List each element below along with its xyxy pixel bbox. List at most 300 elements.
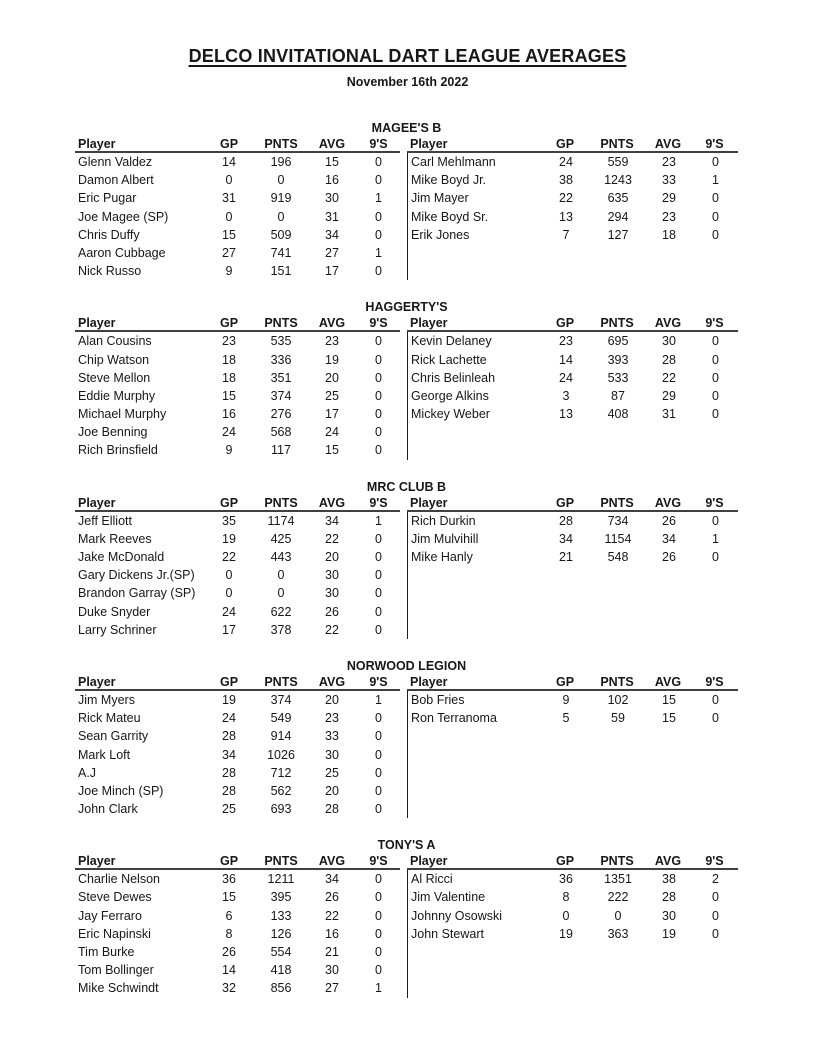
right-table-body	[407, 870, 738, 997]
nines-cell: 0	[375, 765, 382, 780]
gp-cell: 14	[559, 352, 573, 367]
column-header-avg: AVG	[318, 854, 346, 869]
gp-cell: 25	[222, 802, 236, 817]
roster-table-right	[407, 137, 738, 280]
table-row	[408, 208, 738, 226]
gp-cell: 0	[225, 209, 233, 224]
pnts-cell: 535	[270, 334, 292, 349]
avg-cell: 15	[662, 711, 676, 726]
pnts-cell: 509	[270, 227, 292, 242]
gp-cell: 18	[222, 352, 236, 367]
section-tables	[75, 854, 738, 997]
avg-cell: 16	[325, 173, 339, 188]
avg-cell: 29	[662, 388, 676, 403]
avg-cell: 22	[325, 531, 339, 546]
gp-cell: 24	[559, 155, 573, 169]
player-cell: Mark Loft	[78, 747, 131, 762]
player-cell: Tom Bollinger	[78, 963, 154, 978]
table-header-row	[75, 675, 400, 691]
pnts-cell: 559	[607, 155, 629, 169]
section-title: MRC CLUB B	[366, 479, 447, 494]
gp-cell: 26	[222, 945, 236, 959]
gp-cell: 0	[562, 908, 570, 923]
table-row	[75, 691, 400, 709]
column-header-gp: GP	[219, 854, 239, 869]
gp-cell: 38	[559, 173, 573, 188]
player-cell: Mickey Weber	[411, 407, 490, 422]
player-cell: Ron Terranoma	[411, 711, 497, 726]
nines-cell: 0	[712, 513, 719, 528]
avg-cell: 23	[325, 711, 339, 726]
pnts-cell: 695	[607, 334, 629, 349]
avg-cell: 34	[325, 872, 339, 887]
right-table-body	[407, 512, 738, 639]
player-cell: Charlie Nelson	[78, 872, 160, 887]
table-row	[408, 512, 738, 530]
nines-cell: 0	[375, 783, 382, 798]
pnts-cell: 712	[270, 765, 292, 780]
nines-cell: 0	[375, 586, 382, 601]
player-cell: Chris Belinleah	[411, 370, 496, 385]
column-header-avg: AVG	[318, 137, 346, 151]
column-header-gp: GP	[555, 495, 575, 510]
nines-cell: 0	[375, 747, 382, 762]
section-title: MAGEE'S B	[371, 121, 442, 135]
column-header-nines: 9'S	[369, 854, 388, 869]
pnts-cell: 374	[270, 692, 292, 707]
table-row	[408, 171, 738, 189]
player-cell: Jim Mayer	[411, 191, 469, 206]
player-cell: A.J	[78, 765, 97, 780]
gp-cell: 7	[562, 227, 570, 242]
gp-cell: 34	[222, 747, 236, 762]
column-header-avg: AVG	[654, 316, 682, 331]
pnts-cell: 395	[270, 890, 292, 905]
column-header-nines: 9'S	[369, 137, 388, 151]
column-header-nines: 9'S	[369, 674, 388, 689]
player-cell: Damon Albert	[78, 173, 154, 188]
gp-cell: 8	[225, 926, 233, 941]
column-header-player: Player	[78, 316, 116, 331]
table-row	[75, 566, 400, 584]
column-header-nines: 9'S	[705, 316, 724, 331]
nines-cell: 0	[375, 209, 382, 224]
gp-cell: 23	[222, 334, 236, 349]
table-row	[75, 332, 400, 350]
section-title: NORWOOD LEGION	[346, 658, 467, 673]
pnts-cell: 914	[270, 729, 292, 744]
player-cell: Larry Schriner	[78, 622, 157, 637]
table-row	[75, 405, 400, 423]
table-row	[75, 369, 400, 387]
avg-cell: 17	[325, 407, 339, 422]
column-header-gp: GP	[555, 854, 575, 869]
nines-cell: 0	[375, 550, 382, 564]
gp-cell: 5	[562, 711, 570, 726]
player-cell: John Stewart	[411, 926, 484, 941]
pnts-cell: 126	[270, 926, 292, 941]
player-cell: Joe Minch (SP)	[78, 783, 164, 798]
table-row	[75, 800, 400, 818]
player-cell: Mike Schwindt	[78, 981, 159, 996]
left-table-body	[75, 512, 400, 639]
table-row	[75, 423, 400, 441]
table-header-row	[75, 137, 400, 153]
column-header-player: Player	[410, 674, 448, 689]
table-row	[408, 189, 738, 207]
table-row	[75, 171, 400, 189]
left-table-body	[75, 691, 400, 818]
roster-table-left	[75, 854, 400, 997]
column-header-pnts: PNTS	[600, 674, 634, 689]
table-header-row	[407, 675, 738, 691]
player-cell: Eric Pugar	[78, 191, 137, 206]
table-row	[75, 512, 400, 530]
avg-cell: 23	[662, 155, 676, 169]
avg-cell: 30	[325, 568, 339, 583]
player-cell: Erik Jones	[411, 227, 470, 242]
nines-cell: 0	[375, 926, 382, 941]
player-cell: Al Ricci	[411, 872, 453, 887]
avg-cell: 34	[325, 513, 339, 528]
table-header-row	[75, 316, 400, 332]
nines-cell: 0	[375, 711, 382, 726]
pnts-cell: 363	[607, 926, 629, 941]
nines-cell: 0	[375, 425, 382, 440]
avg-cell: 17	[325, 264, 339, 279]
table-row	[75, 153, 400, 171]
gp-cell: 31	[222, 191, 236, 206]
nines-cell: 0	[375, 908, 382, 923]
pnts-cell: 102	[607, 692, 629, 707]
table-row	[75, 870, 400, 888]
pnts-cell: 856	[270, 981, 292, 996]
avg-cell: 31	[325, 209, 339, 224]
player-cell: George Alkins	[411, 388, 489, 403]
avg-cell: 20	[325, 370, 339, 385]
column-header-player: Player	[78, 674, 116, 689]
column-header-player: Player	[410, 854, 448, 869]
avg-cell: 16	[325, 926, 339, 941]
column-header-player: Player	[78, 495, 116, 510]
pnts-cell: 0	[277, 568, 285, 583]
table-header-row	[407, 496, 738, 512]
gp-cell: 9	[225, 264, 233, 279]
avg-cell: 29	[662, 191, 676, 206]
table-row	[408, 888, 738, 906]
table-row	[408, 369, 738, 387]
player-cell: Michael Murphy	[78, 407, 167, 422]
nines-cell: 0	[375, 945, 382, 959]
nines-cell: 0	[375, 890, 382, 905]
nines-cell: 0	[375, 370, 382, 385]
player-cell: Jim Mulvihill	[411, 531, 479, 546]
player-cell: Jake McDonald	[78, 550, 165, 564]
section-magee-s-b	[75, 119, 738, 280]
nines-cell: 0	[712, 908, 719, 923]
pnts-cell: 533	[607, 370, 629, 385]
pnts-cell: 734	[607, 513, 629, 528]
table-row	[75, 208, 400, 226]
table-row	[408, 387, 738, 405]
roster-table-left	[75, 496, 400, 639]
table-row	[75, 387, 400, 405]
gp-cell: 17	[222, 622, 236, 637]
avg-cell: 22	[662, 370, 676, 385]
column-header-pnts: PNTS	[264, 674, 298, 689]
column-header-pnts: PNTS	[264, 316, 298, 331]
player-cell: Rich Brinsfield	[78, 443, 158, 458]
avg-cell: 27	[325, 245, 339, 260]
gp-cell: 14	[222, 963, 236, 978]
gp-cell: 0	[225, 586, 233, 601]
avg-cell: 18	[662, 227, 676, 242]
nines-cell: 0	[712, 711, 719, 726]
table-row	[408, 709, 738, 727]
column-header-nines: 9'S	[369, 316, 388, 331]
column-header-gp: GP	[219, 316, 239, 331]
pnts-cell: 336	[270, 352, 292, 367]
player-cell: Rick Lachette	[411, 352, 487, 367]
nines-cell: 1	[375, 692, 382, 707]
avg-cell: 30	[662, 334, 676, 349]
left-table-body	[75, 332, 400, 459]
table-header-row	[75, 496, 400, 512]
left-table-body	[75, 153, 400, 280]
pnts-cell: 425	[270, 531, 292, 546]
gp-cell: 28	[222, 729, 236, 744]
gp-cell: 35	[222, 513, 236, 528]
nines-cell: 0	[712, 407, 719, 422]
pnts-cell: 374	[270, 388, 292, 403]
gp-cell: 22	[222, 550, 236, 564]
avg-cell: 28	[325, 802, 339, 817]
gp-cell: 36	[559, 872, 573, 887]
avg-cell: 30	[662, 908, 676, 923]
avg-cell: 38	[662, 872, 676, 887]
gp-cell: 28	[222, 765, 236, 780]
avg-cell: 28	[662, 890, 676, 905]
nines-cell: 1	[375, 191, 382, 206]
pnts-cell: 418	[270, 963, 292, 978]
roster-table-left	[75, 675, 400, 818]
gp-cell: 0	[225, 568, 233, 583]
table-row	[75, 262, 400, 280]
table-row	[75, 925, 400, 943]
avg-cell: 15	[325, 443, 339, 458]
gp-cell: 34	[559, 531, 573, 546]
pnts-cell: 549	[270, 711, 292, 726]
player-cell: Steve Dewes	[78, 890, 152, 905]
nines-cell: 0	[375, 872, 382, 887]
pnts-cell: 919	[270, 191, 292, 206]
pnts-cell: 351	[270, 370, 292, 385]
gp-cell: 13	[559, 209, 573, 224]
table-row	[408, 530, 738, 548]
page-title: DELCO INVITATIONAL DART LEAGUE AVERAGES	[188, 46, 627, 66]
avg-cell: 26	[662, 513, 676, 528]
player-cell: Eddie Murphy	[78, 388, 156, 403]
player-cell: Jim Valentine	[411, 890, 486, 905]
pnts-cell: 548	[607, 550, 629, 564]
table-row	[75, 441, 400, 459]
nines-cell: 0	[375, 227, 382, 242]
pnts-cell: 276	[270, 407, 292, 422]
table-row	[408, 351, 738, 369]
player-cell: Brandon Garray (SP)	[78, 586, 196, 601]
table-row	[75, 584, 400, 602]
nines-cell: 2	[712, 872, 719, 887]
nines-cell: 0	[712, 155, 719, 169]
pnts-cell: 741	[270, 245, 292, 260]
left-table-body	[75, 870, 400, 997]
pnts-cell: 393	[607, 352, 629, 367]
nines-cell: 0	[712, 890, 719, 905]
column-header-nines: 9'S	[705, 137, 724, 151]
pnts-cell: 378	[270, 622, 292, 637]
column-header-avg: AVG	[654, 674, 682, 689]
player-cell: Johnny Osowski	[411, 908, 503, 923]
player-cell: Rick Mateu	[78, 711, 141, 726]
player-cell: Bob Fries	[411, 692, 465, 707]
column-header-player: Player	[410, 495, 448, 510]
column-header-gp: GP	[555, 316, 575, 331]
player-cell: John Clark	[78, 802, 138, 817]
avg-cell: 20	[325, 783, 339, 798]
pnts-cell: 1154	[604, 531, 632, 546]
nines-cell: 0	[375, 264, 382, 279]
roster-table-right	[407, 496, 738, 639]
table-row	[408, 925, 738, 943]
gp-cell: 18	[222, 370, 236, 385]
nines-cell: 0	[375, 729, 382, 744]
player-cell: Joe Magee (SP)	[78, 209, 169, 224]
section-tables	[75, 316, 738, 459]
gp-cell: 15	[222, 890, 236, 905]
avg-cell: 33	[662, 173, 676, 188]
gp-cell: 6	[225, 908, 233, 923]
section-mrc-club-b	[75, 478, 738, 639]
nines-cell: 1	[375, 245, 382, 260]
gp-cell: 28	[559, 513, 573, 528]
player-cell: Duke Snyder	[78, 604, 151, 619]
nines-cell: 1	[712, 531, 719, 546]
pnts-cell: 693	[270, 802, 292, 817]
column-header-avg: AVG	[318, 674, 346, 689]
table-row	[408, 870, 738, 888]
nines-cell: 0	[712, 550, 719, 564]
pnts-cell: 562	[270, 783, 292, 798]
gp-cell: 32	[222, 981, 236, 996]
pnts-cell: 151	[270, 264, 292, 279]
player-cell: Chip Watson	[78, 352, 150, 367]
avg-cell: 28	[662, 352, 676, 367]
table-row	[75, 764, 400, 782]
gp-cell: 22	[559, 191, 573, 206]
player-cell: Mike Hanly	[411, 550, 473, 564]
section-haggerty-s	[75, 298, 738, 459]
nines-cell: 0	[375, 802, 382, 817]
nines-cell: 0	[375, 173, 382, 188]
player-cell: Jeff Elliott	[78, 513, 132, 528]
table-row	[75, 603, 400, 621]
column-header-pnts: PNTS	[600, 137, 634, 151]
player-cell: Kevin Delaney	[411, 334, 492, 349]
player-cell: Alan Cousins	[78, 334, 152, 349]
table-header-row	[75, 854, 400, 870]
pnts-cell: 554	[270, 945, 292, 959]
column-header-gp: GP	[555, 137, 575, 151]
pnts-cell: 622	[270, 604, 292, 619]
avg-cell: 15	[325, 155, 339, 169]
column-header-avg: AVG	[318, 495, 346, 510]
nines-cell: 0	[375, 531, 382, 546]
avg-cell: 34	[325, 227, 339, 242]
gp-cell: 9	[562, 692, 570, 707]
pnts-cell: 568	[270, 425, 292, 440]
table-header-row	[407, 854, 738, 870]
nines-cell: 1	[375, 513, 382, 528]
column-header-gp: GP	[555, 674, 575, 689]
gp-cell: 27	[222, 245, 236, 260]
section-norwood-legion	[75, 657, 738, 818]
section-title: TONY'S A	[377, 838, 436, 853]
gp-cell: 8	[562, 890, 570, 905]
table-row	[408, 548, 738, 566]
roster-table-left	[75, 137, 400, 280]
section-tables	[75, 496, 738, 639]
player-cell: Tim Burke	[78, 945, 135, 959]
nines-cell: 0	[712, 334, 719, 349]
right-table-body	[407, 332, 738, 459]
gp-cell: 19	[222, 692, 236, 707]
pnts-cell: 133	[270, 908, 292, 923]
player-cell: Mark Reeves	[78, 531, 152, 546]
avg-cell: 30	[325, 586, 339, 601]
pnts-cell: 635	[607, 191, 629, 206]
gp-cell: 3	[562, 388, 570, 403]
table-row	[75, 621, 400, 639]
player-cell: Chris Duffy	[78, 227, 140, 242]
player-cell: Sean Garrity	[78, 729, 149, 744]
player-cell: Steve Mellon	[78, 370, 151, 385]
sections	[75, 119, 738, 998]
gp-cell: 24	[222, 425, 236, 440]
player-cell: Gary Dickens Jr.(SP)	[78, 568, 195, 583]
nines-cell: 1	[375, 981, 382, 996]
gp-cell: 15	[222, 227, 236, 242]
table-row	[408, 332, 738, 350]
table-row	[75, 244, 400, 262]
section-tables	[75, 675, 738, 818]
table-row	[75, 189, 400, 207]
column-header-gp: GP	[219, 137, 239, 151]
column-header-player: Player	[410, 316, 448, 331]
column-header-pnts: PNTS	[264, 854, 298, 869]
gp-cell: 13	[559, 407, 573, 422]
pnts-cell: 1211	[267, 872, 295, 887]
table-row	[75, 943, 400, 961]
avg-cell: 26	[325, 604, 339, 619]
gp-cell: 15	[222, 388, 236, 403]
avg-cell: 22	[325, 622, 339, 637]
table-header-row	[407, 316, 738, 332]
column-header-avg: AVG	[654, 137, 682, 151]
pnts-cell: 0	[277, 586, 285, 601]
column-header-pnts: PNTS	[264, 495, 298, 510]
gp-cell: 24	[222, 604, 236, 619]
column-header-pnts: PNTS	[600, 854, 634, 869]
